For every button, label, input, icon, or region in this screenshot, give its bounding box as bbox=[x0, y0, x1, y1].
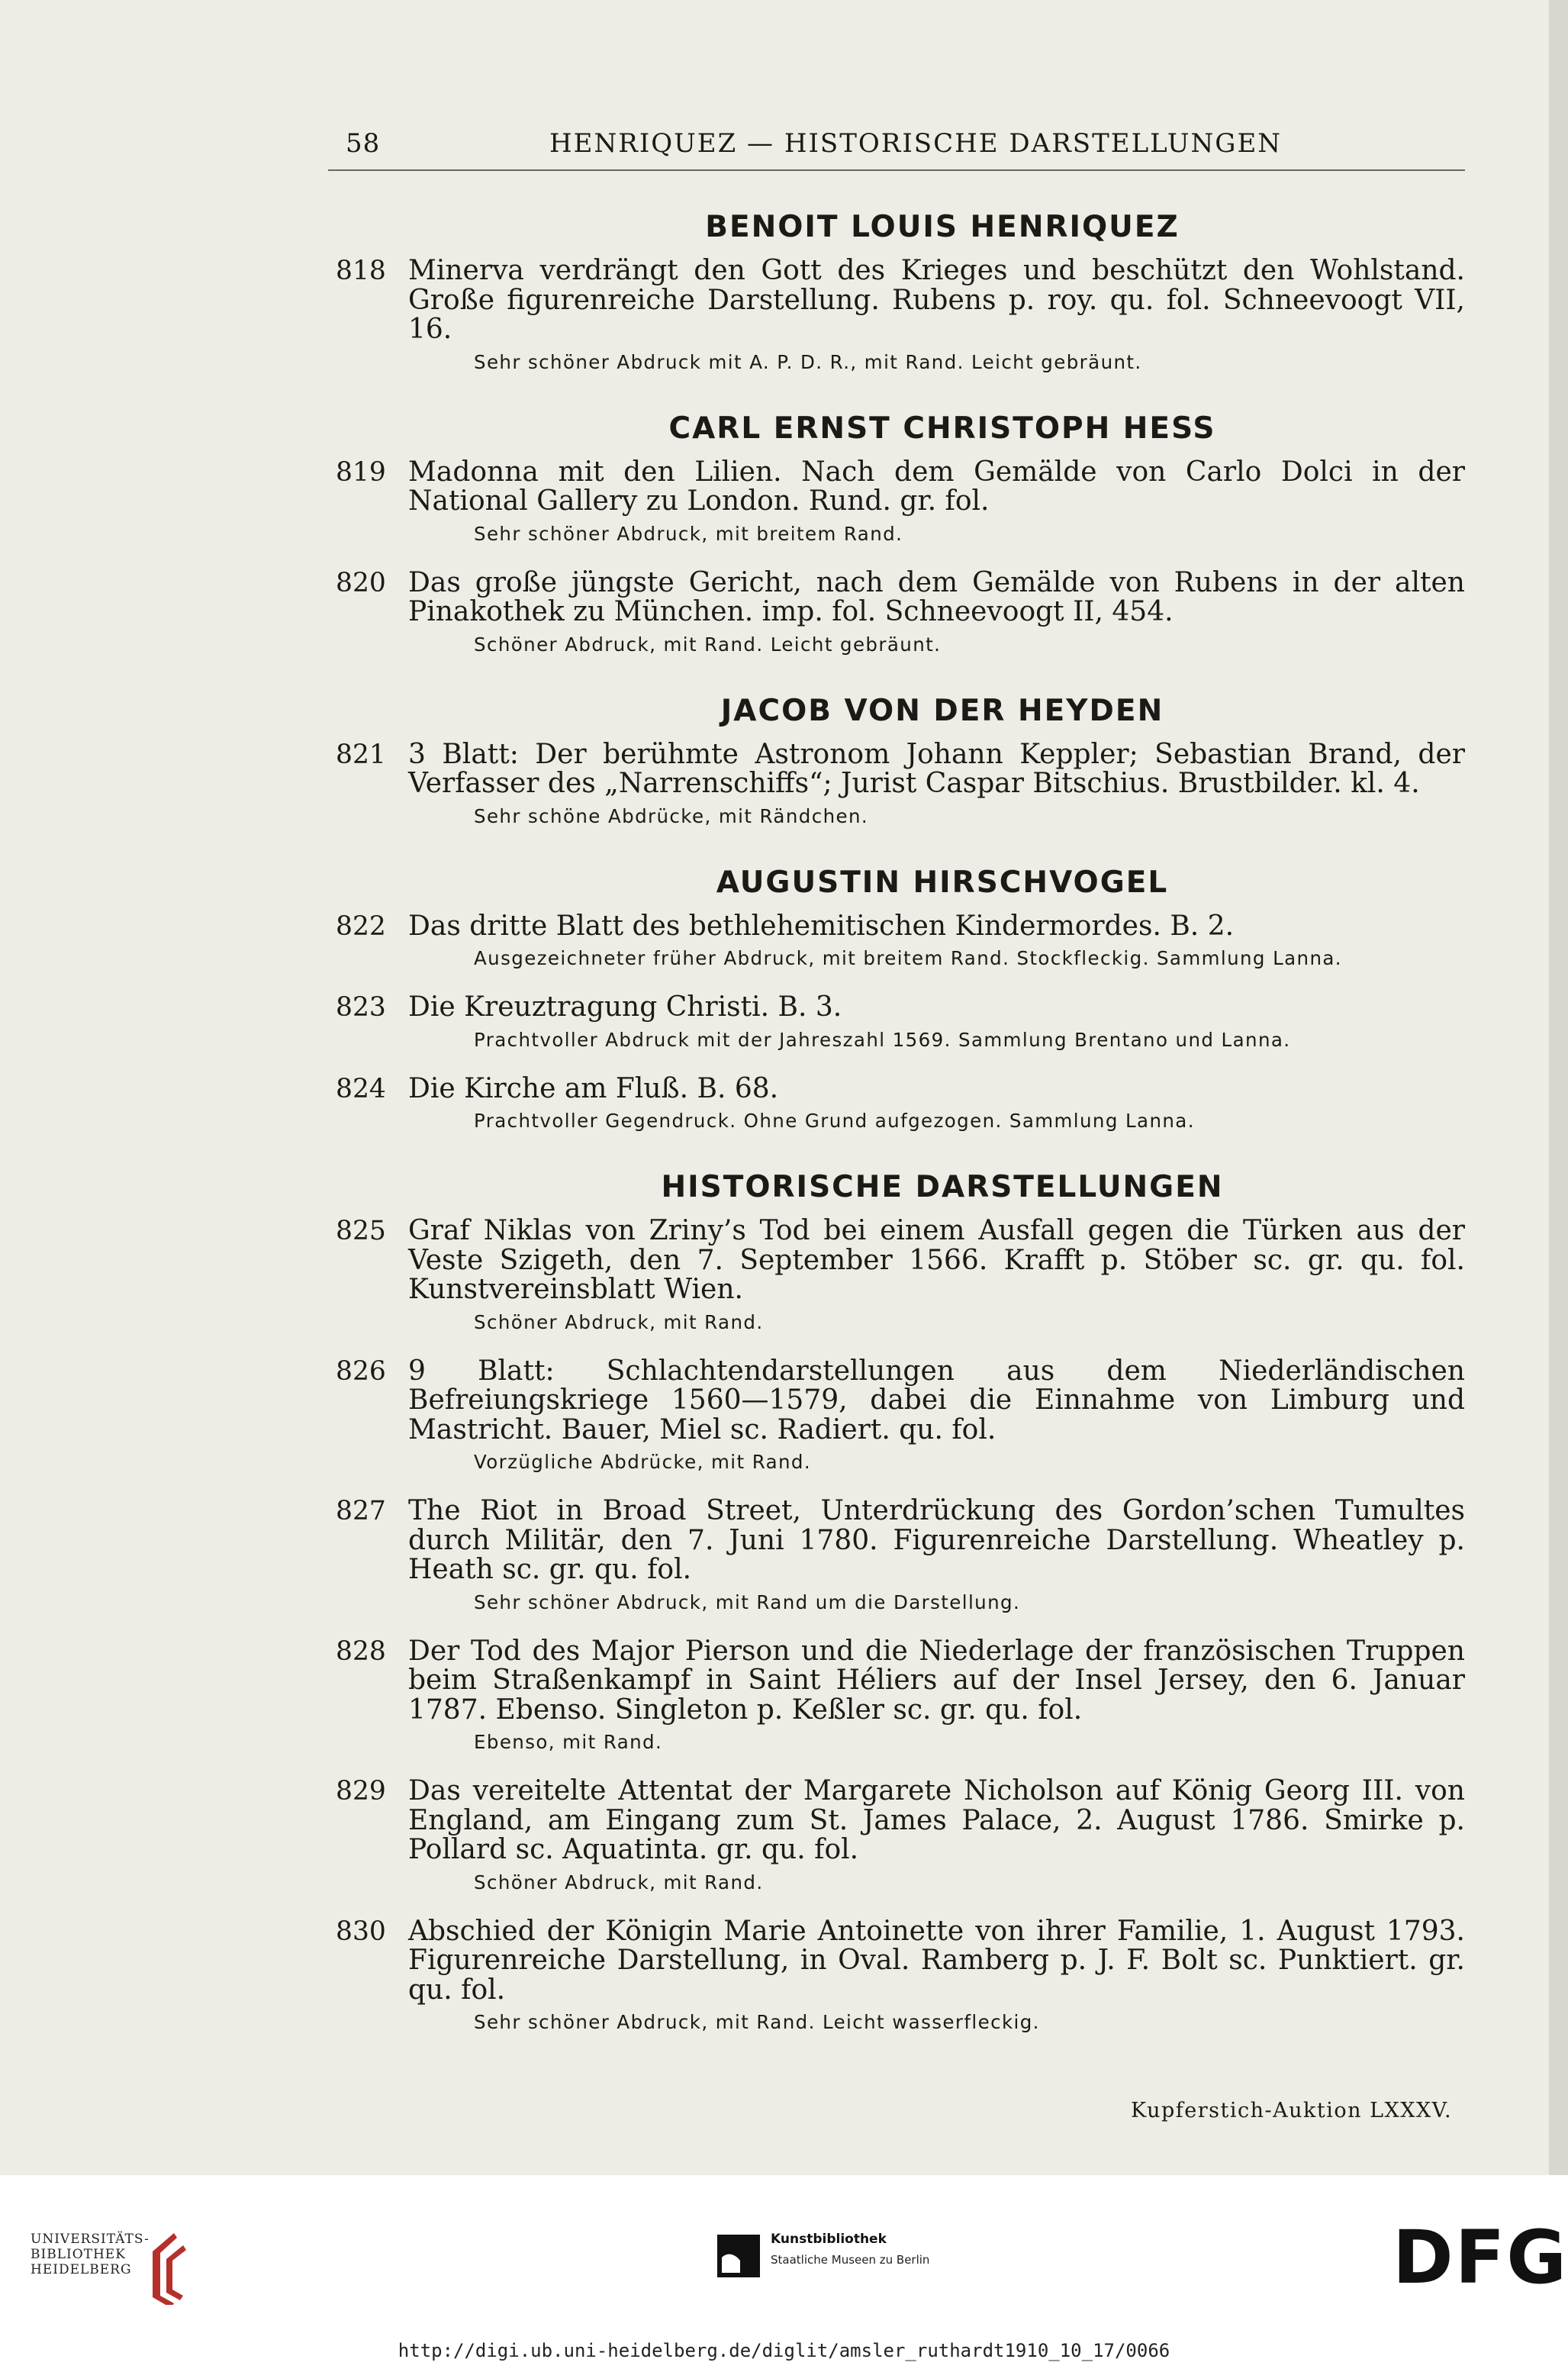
catalog-entry bbox=[336, 1210, 1465, 1340]
entry-condition-note: Ebenso, mit Rand. bbox=[474, 1731, 663, 1753]
entry-text: Abschied der Königin Marie Antoinette von ihrer Familie, 1. August 1793. Figurenreiche Darstellung, in Oval. Ramberg p. J. F. Bolt sc. Punktiert. gr. qu. fol. bbox=[408, 1915, 1465, 2006]
entry-number: 830 bbox=[336, 1916, 386, 1947]
entry-number: 823 bbox=[336, 992, 386, 1023]
section-heading: CARL ERNST CHRISTOPH HESS bbox=[668, 411, 1216, 446]
kunstbibliothek-name: Kunstbibliothek bbox=[771, 2232, 887, 2247]
running-head bbox=[0, 128, 1568, 159]
entry-number: 822 bbox=[336, 910, 386, 942]
entry-text: Madonna mit den Lilien. Nach dem Gemälde von Carlo Dolci in der National Gallery zu London. Rund. gr. fol. bbox=[408, 456, 1465, 517]
catalog-entry bbox=[336, 1068, 1465, 1139]
header-rule bbox=[328, 169, 1465, 171]
kunstbibliothek-logo[interactable] bbox=[717, 2225, 969, 2287]
entry-number: 819 bbox=[336, 456, 386, 488]
entry-text: Graf Niklas von Zriny’s Tod bei einem Ausfall gegen die Türken aus der Veste Szigeth, den 7. September 1566. Krafft p. Stöber sc. gr. qu. fol. Kunstvereinsblatt Wien. bbox=[408, 1215, 1465, 1305]
entry-condition-note: Sehr schöner Abdruck, mit Rand. Leicht wasserfleckig. bbox=[474, 2011, 1040, 2033]
source-url-link[interactable]: http://digi.ub.uni-heidelberg.de/diglit/amsler_ruthardt1910_10_17/0066 bbox=[398, 2340, 1170, 2361]
entry-text: The Riot in Broad Street, Unterdrückung des Gordon’schen Tumultes durch Militär, den 7. Juni 1780. Figurenreiche Darstellung. Wheatley p. Heath sc. gr. qu. fol. bbox=[408, 1495, 1465, 1585]
catalog-entry bbox=[336, 987, 1465, 1058]
entry-text: Die Kreuztragung Christi. B. 3. bbox=[408, 991, 842, 1023]
entry-number: 821 bbox=[336, 739, 386, 770]
entry-condition-note: Prachtvoller Gegendruck. Ohne Grund aufgezogen. Sammlung Lanna. bbox=[474, 1110, 1195, 1132]
entry-condition-note: Ausgezeichneter früher Abdruck, mit breitem Rand. Stockfleckig. Sammlung Lanna. bbox=[474, 947, 1342, 969]
entry-text: Der Tod des Major Pierson und die Niederlage der französischen Truppen beim Straßenkampf in Saint Héliers auf der Insel Jersey, den 6. Januar 1787. Ebenso. Singleton p. Keßler sc. gr. qu. fol. bbox=[408, 1635, 1465, 1726]
university-line: UNIVERSITÄTS- bbox=[31, 2232, 150, 2247]
catalog-entry bbox=[336, 906, 1465, 977]
catalog-entry bbox=[336, 1351, 1465, 1481]
entry-condition-note: Vorzügliche Abdrücke, mit Rand. bbox=[474, 1451, 812, 1473]
entry-condition-note: Schöner Abdruck, mit Rand. bbox=[474, 1871, 764, 1893]
catalog-footer: Kupferstich-Auktion LXXXV. bbox=[1131, 2099, 1453, 2122]
viewer-footer bbox=[0, 2175, 1568, 2372]
section-heading: BENOIT LOUIS HENRIQUEZ bbox=[705, 210, 1180, 244]
entry-condition-note: Sehr schöner Abdruck, mit Rand um die Darstellung. bbox=[474, 1590, 1021, 1613]
entry-text: Die Kirche am Fluß. B. 68. bbox=[408, 1072, 779, 1104]
section-heading: HISTORISCHE DARSTELLUNGEN bbox=[661, 1170, 1224, 1204]
entry-condition-note: Sehr schöner Abdruck, mit breitem Rand. bbox=[474, 522, 903, 545]
entry-number: 827 bbox=[336, 1496, 386, 1526]
catalog-entry bbox=[336, 1771, 1465, 1900]
page-number: 58 bbox=[346, 128, 381, 159]
entry-condition-note: Schöner Abdruck, mit Rand. bbox=[474, 1310, 764, 1333]
running-head-title: HENRIQUEZ — HISTORISCHE DARSTELLUNGEN bbox=[549, 128, 1283, 159]
university-mark-icon bbox=[143, 2229, 220, 2305]
catalog-entry bbox=[336, 452, 1465, 552]
kunstbibliothek-subtitle: Staatliche Museen zu Berlin bbox=[771, 2253, 930, 2267]
entry-number: 826 bbox=[336, 1355, 386, 1387]
catalog-entry bbox=[336, 1911, 1465, 2041]
entry-text: Das vereitelte Attentat der Margarete Nicholson auf König Georg III. von England, am Eingang zum St. James Palace, 2. August 1786. Smirke p. Pollard sc. Aquatinta. gr. qu. fol. bbox=[408, 1775, 1465, 1865]
catalog-entry bbox=[336, 1491, 1465, 1620]
entry-condition-note: Prachtvoller Abdruck mit der Jahreszahl 1569. Sammlung Brentano und Lanna. bbox=[474, 1028, 1291, 1051]
university-library-logo[interactable] bbox=[31, 2232, 214, 2300]
entry-number: 828 bbox=[336, 1636, 386, 1667]
entry-text: 9 Blatt: Schlachtendarstellungen aus dem Niederländischen Befreiungskriege 1560—1579, dabei die Einnahme von Limburg und Mastricht. Bauer, Miel sc. Radiert. qu. fol. bbox=[408, 1355, 1465, 1445]
entry-text: 3 Blatt: Der berühmte Astronom Johann Keppler; Sebastian Brand, der Verfasser des „Narrenschiffs“; Jurist Caspar Bitschius. Brustbilder. kl. 4. bbox=[408, 738, 1465, 799]
entry-number: 818 bbox=[336, 256, 386, 286]
entry-condition-note: Sehr schöner Abdruck mit A. P. D. R., mit Rand. Leicht gebräunt. bbox=[474, 350, 1142, 373]
entry-number: 824 bbox=[336, 1073, 386, 1104]
entry-number: 829 bbox=[336, 1776, 386, 1806]
page-edge bbox=[1549, 0, 1568, 2175]
catalog-entry bbox=[336, 734, 1465, 834]
catalog-entry bbox=[336, 250, 1465, 380]
catalog-content bbox=[336, 206, 1465, 2040]
entry-condition-note: Schöner Abdruck, mit Rand. Leicht gebräunt. bbox=[474, 633, 942, 656]
section-heading: JACOB VON DER HEYDEN bbox=[720, 693, 1164, 728]
entry-text: Das dritte Blatt des bethlehemitischen Kindermordes. B. 2. bbox=[408, 910, 1235, 942]
entry-number: 820 bbox=[336, 567, 386, 598]
university-line: BIBLIOTHEK bbox=[31, 2247, 126, 2262]
entry-text: Minerva verdrängt den Gott des Krieges und beschützt den Wohlstand. Große figurenreiche Darstellung. Rubens p. roy. qu. fol. Schneevoogt VII, 16. bbox=[408, 255, 1465, 345]
catalog-entry bbox=[336, 1631, 1465, 1761]
entry-text: Das große jüngste Gericht, nach dem Gemälde von Rubens in der alten Pinakothek zu München. imp. fol. Schneevoogt II, 454. bbox=[408, 566, 1465, 627]
entry-number: 825 bbox=[336, 1216, 386, 1246]
section-heading: AUGUSTIN HIRSCHVOGEL bbox=[716, 865, 1169, 900]
entry-condition-note: Sehr schöne Abdrücke, mit Rändchen. bbox=[474, 804, 869, 827]
university-line: HEIDELBERG bbox=[31, 2262, 132, 2277]
dfg-logo[interactable]: DFG bbox=[1393, 2215, 1568, 2300]
kunstbibliothek-mark-icon bbox=[717, 2235, 760, 2277]
catalog-entry bbox=[336, 562, 1465, 662]
